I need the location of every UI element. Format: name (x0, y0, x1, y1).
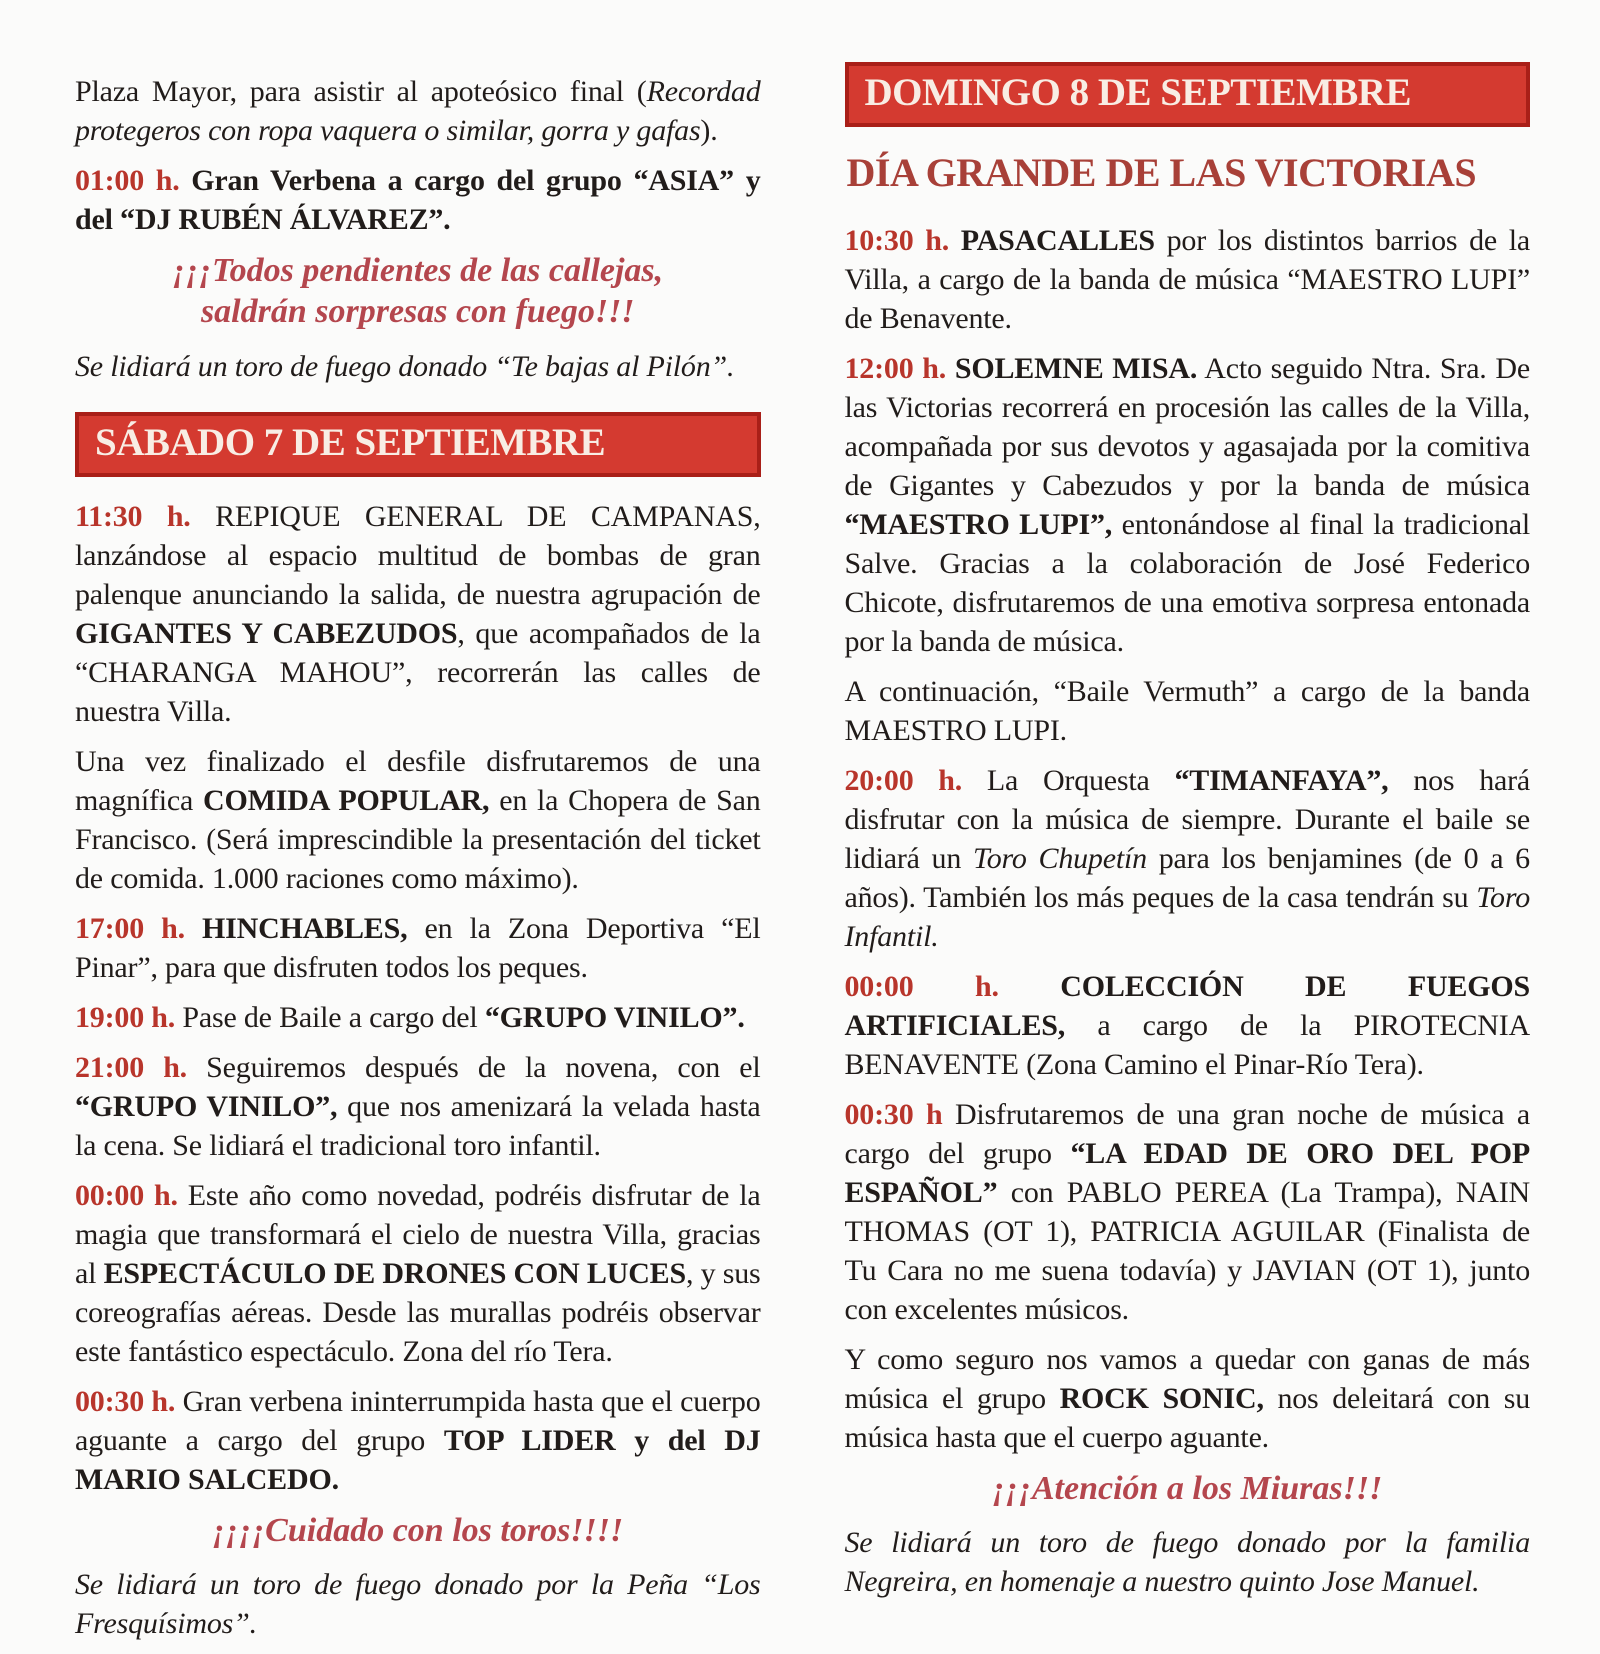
banner-domingo-8-septiembre: DOMINGO 8 DE SEPTIEMBRE (845, 62, 1531, 127)
text-run-bold: “GRUPO VINILO”. (484, 1000, 745, 1034)
text-run-italic: Toro Infantil. (844, 880, 1530, 953)
note-toro-pilon: Se lidiará un toro de fuego donado “Te bajas al Pilón”. (75, 349, 735, 383)
column-right (845, 58, 1531, 1654)
text-run: Pase de Baile a cargo del (175, 1000, 485, 1034)
event-time: 11:30 h. (75, 499, 191, 533)
text-run: Acto seguido Ntra. Sra. De las Victorias recorrerá en procesión las calles de la Villa, acompañada por sus devotos y agasajada por la comitiva de Gigantes y Cabezudos y por la banda de música (844, 351, 1530, 502)
event-time: 10:30 h. (844, 223, 949, 257)
text-run-italic: Recordad protegeros con ropa vaquera o similar, gorra y gafas (75, 75, 761, 147)
event-time: 17:00 h. (75, 911, 185, 945)
text-run-bold: PASACALLES (949, 223, 1155, 257)
shout-atencion-miuras (845, 1468, 1531, 1509)
text-run: por los distintos barrios de la Villa, a cargo de la banda de música “MAESTRO LUPI” de Benavente. (844, 223, 1530, 335)
shout-cuidado-toros (75, 1510, 761, 1551)
text-run: La Orquesta (962, 763, 1175, 797)
event-time: 00:00 h. (844, 969, 999, 1003)
event-1200-solemne-misa (845, 349, 1531, 661)
text-run-bold: “LA EDAD DE ORO DEL POP ESPAÑOL” (844, 1136, 1530, 1209)
text-run-bold: “MAESTRO LUPI”, (844, 507, 1113, 541)
paragraph-rock-sonic (845, 1340, 1531, 1457)
text-run: , que acompañados de la “CHARANGA MAHOU”, recorrerán las calles de nuestra Villa. (75, 616, 761, 728)
heading-dia-grande: DÍA GRANDE DE LAS VICTORIAS (846, 149, 1477, 195)
banner-sabado-7-septiembre: SÁBADO 7 DE SEPTIEMBRE (75, 412, 761, 477)
text-run: entonándose al final la tradicional Salve. Gracias a la colaboración de José Federico Chicote, disfrutaremos de una emotiva sorpresa entonada por la banda de música. (844, 507, 1530, 658)
event-time: 01:00 h. (75, 164, 180, 197)
note-toro-negreira: Se lidiará un toro de fuego donado por la familia Negreira, en homenaje a nuestro quinto Jose Manuel. (844, 1526, 1530, 1599)
text-run: con PABLO PEREA (La Trampa), NAIN THOMAS (OT 1), PATRICIA AGUILAR (Finalista de Tu Cara no me suena todavía) y JAVIAN (OT 1), junto con excelentes músicos. (844, 1175, 1530, 1326)
text-run-bold: SOLEMNE MISA. (946, 351, 1198, 385)
event-time: 00:00 h. (75, 1178, 178, 1212)
text-run: , y sus coreografías aéreas. Desde las murallas podréis observar este fantástico espectáculo. Zona del río Tera. (75, 1256, 761, 1368)
event-time: 12:00 h. (844, 351, 947, 385)
text-run-bold: Gran Verbena a cargo del grupo “ASIA” y del “DJ RUBÉN ÁLVAREZ”. (75, 164, 761, 236)
text-run: Gran verbena ininterrumpida hasta que el cuerpo aguante a cargo del grupo (75, 1384, 761, 1457)
text-run-bold: ESPECTÁCULO DE DRONES CON LUCES (103, 1256, 686, 1290)
event-0000-drones (75, 1176, 761, 1371)
shout-line: ¡¡¡¡Cuidado con los toros!!!! (212, 1511, 624, 1549)
shout-line: ¡¡¡Atención a los Miuras!!! (992, 1469, 1383, 1507)
text-run-bold: COLECCIÓN DE FUEGOS ARTIFICIALES, (844, 969, 1530, 1042)
event-time: 19:00 h. (75, 1000, 176, 1034)
event-1030-pasacalles (845, 221, 1531, 338)
event-0000-fuegos-artificiales (845, 967, 1531, 1084)
text-run-bold: GIGANTES Y CABEZUDOS (75, 616, 458, 650)
shout-line: ¡¡¡Todos pendientes de las callejas, (172, 252, 664, 289)
paragraph-comida-popular (75, 742, 761, 898)
event-time: 20:00 h. (844, 763, 963, 797)
text-run: Este año como novedad, podréis disfrutar de la magia que transformará el cielo de nuestra Villa, gracias al (75, 1178, 761, 1290)
event-1900-pase-baile (75, 998, 761, 1037)
text-run-italic: Toro Chupetín (972, 841, 1147, 875)
event-2000-timanfaya (845, 761, 1531, 956)
paragraph-baile-vermuth: A continuación, “Baile Vermuth” a cargo de la banda MAESTRO LUPI. (844, 674, 1530, 747)
text-run: nos deleitará con su música hasta que el cuerpo aguante. (844, 1381, 1530, 1454)
text-run: a cargo de la PIROTECNIA BENAVENTE (Zona Camino el Pinar-Río Tera). (844, 1008, 1530, 1081)
event-time: 21:00 h. (75, 1050, 187, 1084)
event-0100-verbena (75, 161, 761, 239)
event-2100-grupo-vinilo (75, 1048, 761, 1165)
column-left (75, 58, 761, 1654)
text-run: Una vez finalizado el desfile disfrutaremos de una magnífica (75, 744, 761, 817)
text-run: nos hará disfrutar con la música de siempre. Durante el baile se lidiará un (844, 763, 1531, 875)
text-run-bold: ROCK SONIC, (1059, 1381, 1264, 1415)
shout-line: saldrán sorpresas con fuego!!! (200, 293, 635, 331)
text-run: que nos amenizará la velada hasta la cena. Se lidiará el tradicional toro infantil. (75, 1089, 761, 1162)
event-time: 00:30 h (844, 1097, 943, 1131)
text-run: Disfrutaremos de una gran noche de música a cargo del grupo (844, 1097, 1530, 1170)
text-run-bold: COMIDA POPULAR, (203, 783, 490, 817)
event-time: 00:30 h. (75, 1384, 176, 1418)
note-toro-fresquisimos: Se lidiará un toro de fuego donado por la Peña “Los Fresquísimos”. (75, 1568, 761, 1641)
text-run-bold: TOP LIDER y del DJ MARIO SALCEDO. (75, 1423, 761, 1496)
paragraph-plaza-mayor (75, 72, 761, 150)
text-run-bold: “TIMANFAYA”, (1174, 763, 1389, 797)
text-run: ). (700, 114, 718, 147)
text-run: Plaza Mayor, para asistir al apoteósico final ( (75, 75, 647, 108)
text-run: en la Chopera de San Francisco. (Será imprescindible la presentación del ticket de comida. 1.000 raciones como máximo). (75, 783, 761, 895)
text-run: en la Zona Deportiva “El Pinar”, para que disfruten todos los peques. (75, 911, 761, 984)
text-run: Y como seguro nos vamos a quedar con ganas de más música el grupo (844, 1342, 1530, 1415)
shout-callejas (75, 250, 761, 333)
text-run-bold: “GRUPO VINILO”, (75, 1089, 338, 1123)
event-1700-hinchables (75, 909, 761, 987)
event-0030-verbena (75, 1382, 761, 1499)
text-run: para los benjamines (de 0 a 6 años). También los más peques de la casa tendrán su (844, 841, 1530, 914)
event-0030-edad-de-oro (845, 1095, 1531, 1329)
text-run: REPIQUE GENERAL DE CAMPANAS, lanzándose al espacio multitud de bombas de gran palenque anunciando la salida, de nuestra agrupación de (75, 499, 761, 611)
text-run-bold: HINCHABLES, (184, 911, 408, 945)
text-run: Seguiremos después de la novena, con el (186, 1050, 761, 1084)
event-1130-repique (75, 497, 761, 731)
